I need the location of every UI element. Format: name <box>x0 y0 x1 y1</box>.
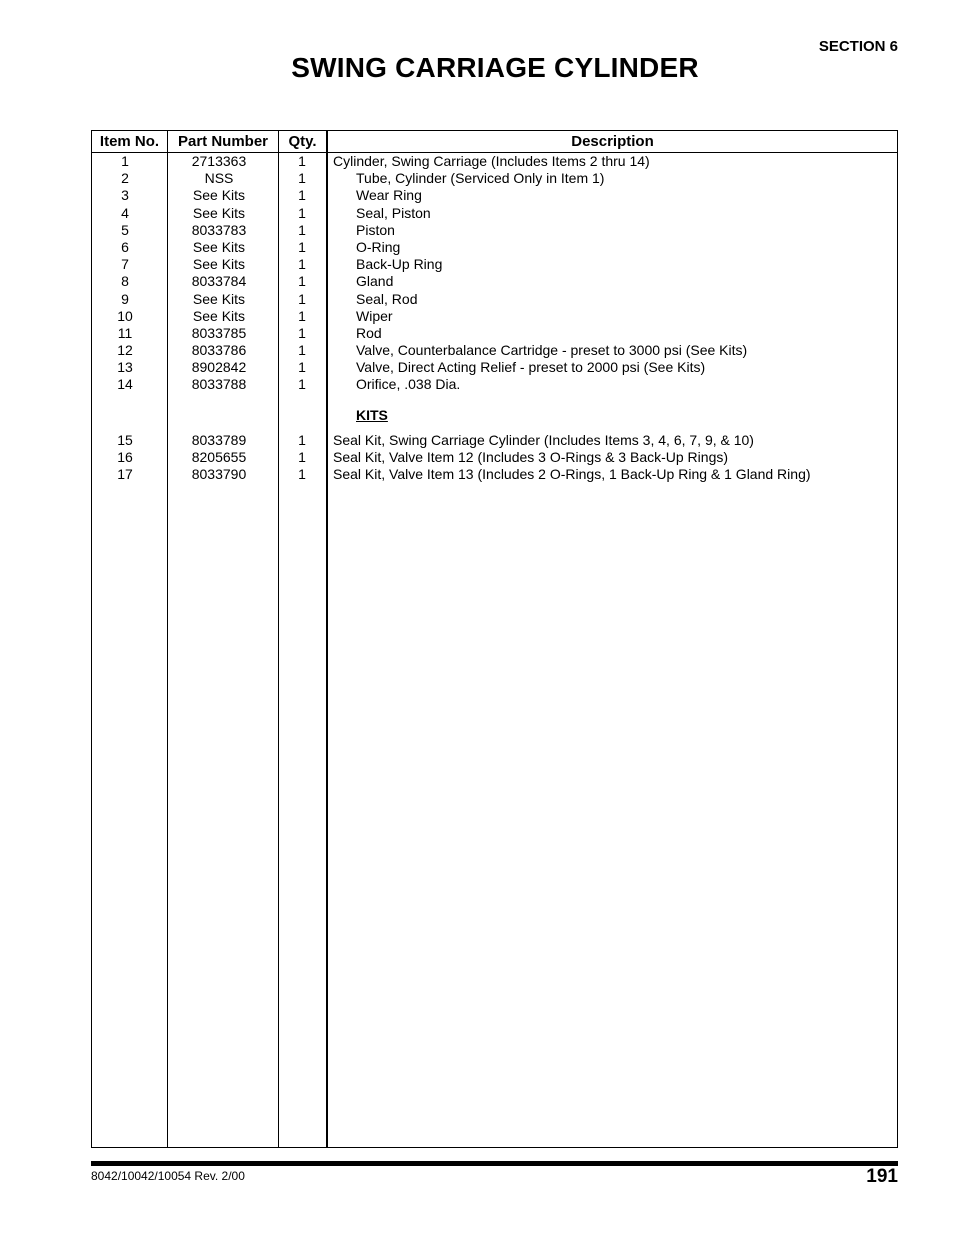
table-row <box>92 325 897 342</box>
table-row <box>92 222 897 239</box>
kits-heading: KITS <box>356 406 388 423</box>
quantity: 1 <box>298 204 306 221</box>
part-number: See Kits <box>192 290 246 307</box>
page-number: 191 <box>866 1166 898 1187</box>
part-number: 8205655 <box>191 448 247 465</box>
description: Valve, Counterbalance Cartridge - preset to 3000 psi (See Kits) <box>356 342 748 359</box>
table-row <box>92 432 897 449</box>
quantity: 1 <box>298 466 306 482</box>
quantity: 1 <box>298 290 306 307</box>
description: Seal, Piston <box>356 204 431 221</box>
part-number: See Kits <box>192 238 246 255</box>
description: Piston <box>356 221 395 238</box>
item-number: 16 <box>117 448 133 465</box>
table-row <box>92 153 897 170</box>
item-number: 17 <box>117 466 133 482</box>
quantity: 1 <box>298 359 306 376</box>
quantity: 1 <box>298 307 306 324</box>
description: Rod <box>356 324 382 341</box>
item-number: 4 <box>121 204 129 221</box>
description: Seal, Rod <box>356 290 418 307</box>
spacer <box>92 394 897 404</box>
quantity: 1 <box>298 170 306 187</box>
item-number: 10 <box>117 307 133 324</box>
description: Cylinder, Swing Carriage (Includes Items 2 thru 14) <box>333 153 650 169</box>
table-row <box>92 376 897 393</box>
item-number: 6 <box>121 238 129 255</box>
item-number: 2 <box>121 170 129 187</box>
part-number: 8902842 <box>191 359 247 376</box>
part-number: 8033785 <box>191 324 247 341</box>
description: Valve, Direct Acting Relief - preset to 2000 psi (See Kits) <box>356 359 706 376</box>
part-number: 8033790 <box>191 466 247 482</box>
table-row <box>92 256 897 273</box>
section-label: SECTION 6 <box>818 38 898 55</box>
column-header-part-number: Part Number <box>177 133 269 150</box>
kits-heading-row <box>92 404 897 426</box>
part-number: 8033789 <box>191 431 247 448</box>
item-number: 3 <box>121 187 129 204</box>
description: Seal Kit, Valve Item 13 (Includes 2 O-Rings, 1 Back-Up Ring & 1 Gland Ring) <box>333 466 811 482</box>
table-row <box>92 466 897 483</box>
parts-table <box>91 130 898 1148</box>
item-number: 15 <box>117 431 133 448</box>
part-number: See Kits <box>192 307 246 324</box>
column-header-item-no: Item No. <box>99 133 160 150</box>
part-number: 8033784 <box>191 273 247 290</box>
column-header-description: Description <box>571 133 654 150</box>
part-number: 8033786 <box>191 342 247 359</box>
item-number: 5 <box>121 221 129 238</box>
table-row <box>92 239 897 256</box>
description: Seal Kit, Valve Item 12 (Includes 3 O-Rings & 3 Back-Up Rings) <box>333 448 729 465</box>
quantity: 1 <box>298 153 306 169</box>
part-number: 8033783 <box>191 221 247 238</box>
document-code: 8042/10042/10054 Rev. 2/00 <box>91 1169 245 1183</box>
quantity: 1 <box>298 187 306 204</box>
item-number: 13 <box>117 359 133 376</box>
quantity: 1 <box>298 273 306 290</box>
table-body <box>92 153 897 483</box>
quantity: 1 <box>298 238 306 255</box>
quantity: 1 <box>298 256 306 273</box>
description: O-Ring <box>356 238 401 255</box>
description: Gland <box>356 273 394 290</box>
table-row <box>92 187 897 204</box>
part-number: See Kits <box>192 204 246 221</box>
quantity: 1 <box>298 431 306 448</box>
item-number: 8 <box>121 273 129 290</box>
description: Wear Ring <box>356 187 422 204</box>
column-header-qty: Qty. <box>288 133 317 150</box>
item-number: 12 <box>117 342 133 359</box>
item-number: 14 <box>117 376 133 393</box>
part-number: 8033788 <box>191 376 247 393</box>
item-number: 11 <box>117 324 133 341</box>
table-row <box>92 205 897 222</box>
footer-rule <box>91 1161 898 1166</box>
part-number: NSS <box>204 170 234 187</box>
description: Orifice, .038 Dia. <box>356 376 461 393</box>
table-row <box>92 291 897 308</box>
part-number: See Kits <box>192 256 246 273</box>
table-row <box>92 359 897 376</box>
table-row <box>92 342 897 359</box>
description: Wiper <box>356 307 393 324</box>
item-number: 1 <box>121 153 129 169</box>
description: Back-Up Ring <box>356 256 443 273</box>
quantity: 1 <box>298 342 306 359</box>
part-number: See Kits <box>192 187 246 204</box>
quantity: 1 <box>298 221 306 238</box>
description: Seal Kit, Swing Carriage Cylinder (Includes Items 3, 4, 6, 7, 9, & 10) <box>333 431 754 448</box>
page-title: SWING CARRIAGE CYLINDER <box>291 52 699 83</box>
item-number: 9 <box>121 290 129 307</box>
table-row <box>92 273 897 290</box>
quantity: 1 <box>298 324 306 341</box>
table-row <box>92 170 897 187</box>
table-row <box>92 449 897 466</box>
part-number: 2713363 <box>191 153 247 169</box>
table-row <box>92 308 897 325</box>
quantity: 1 <box>298 448 306 465</box>
item-number: 7 <box>121 256 129 273</box>
description: Tube, Cylinder (Serviced Only in Item 1) <box>356 170 605 187</box>
quantity: 1 <box>298 376 306 393</box>
